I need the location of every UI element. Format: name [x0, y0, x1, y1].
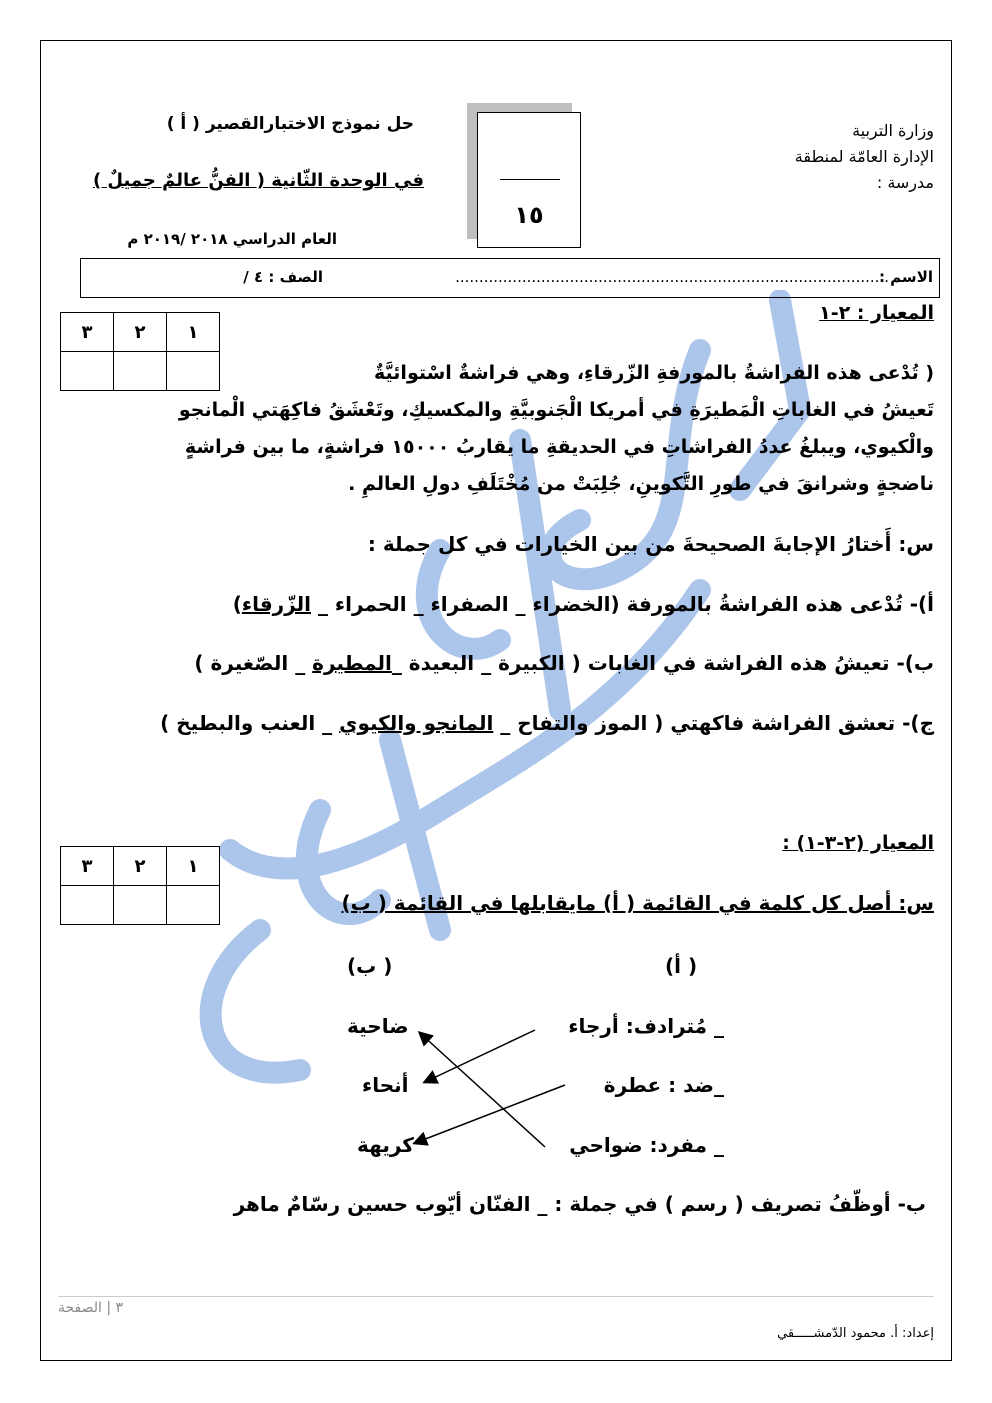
score-fraction-line: [500, 179, 560, 180]
criterion-2: المعيار (٢-٣-١) :: [782, 832, 934, 854]
grid-header: ٣: [61, 847, 114, 886]
author-credit: إعداد: أ. محمود الدّمشـــــقي: [777, 1326, 934, 1341]
column-b-header: ( ب): [347, 954, 393, 978]
class-label: الصف : ٤ /: [243, 268, 323, 286]
passage-line: ( تُدْعى هذه الفراشةُ بالمورفةِ الزّرقاءِ، وهي فراشةٌ اسْتوائيَّةٌ: [374, 362, 934, 384]
grid-cell[interactable]: [61, 886, 114, 925]
score-grid-2: [60, 846, 220, 925]
page-number: ٣ | الصفحة: [58, 1300, 124, 1316]
column-b-item[interactable]: أنحاء: [362, 1073, 409, 1097]
score-box: [477, 112, 581, 248]
mcq-item-a: [233, 592, 934, 616]
column-b-item[interactable]: كريهة: [357, 1133, 414, 1157]
question-2: س: أصل كل كلمة في القائمة ( أ) مايقابلها في القائمة ( ب): [341, 891, 934, 915]
column-b-item[interactable]: ضاحية: [347, 1014, 409, 1038]
mcq-item-b: [194, 651, 934, 675]
criterion-1: المعيار : ٢-١: [819, 302, 934, 324]
mcq-text: ج)- تعشق الفراشة فاكهتي ( الموز والتفاح _: [493, 711, 934, 735]
ministry-line: مدرسة :: [876, 173, 934, 192]
column-a-header: ( أ): [665, 954, 698, 978]
grid-cell[interactable]: [114, 886, 167, 925]
grid-header: ١: [167, 313, 220, 352]
name-label: الاسم :: [878, 268, 933, 286]
passage-line: تَعيشُ في الغاباتِ الْمَطيرَةِ في أمريكا الْجَنوبيَّةِ والمكسيكِ، وتَعْشَقُ فاكِهَتي الْمانجو: [178, 399, 934, 421]
unit-title: في الوحدة الثّانية ( الفنُّ عالمٌ جميلٌ ): [92, 170, 424, 191]
grid-header: ٢: [114, 313, 167, 352]
mcq-text: _ العنب والبطيخ ): [160, 711, 340, 735]
column-a-item[interactable]: _ مفرد: ضواحي: [569, 1133, 724, 1157]
ministry-line: وزارة التربية: [852, 121, 934, 140]
grid-header: ٢: [114, 847, 167, 886]
name-field[interactable]: ...........................................................................................: [455, 268, 889, 286]
mcq-text: ): [232, 592, 242, 616]
mcq-answer[interactable]: المطيرة: [312, 651, 392, 675]
mcq-item-c: [160, 711, 934, 735]
passage-line: والْكيوي، ويبلغُ عددُ الفراشاتِ في الحديقةِ ما يقاربُ ١٥٠٠٠ فراشةٍ، ما بين فراشةٍ: [184, 436, 934, 458]
column-a-item[interactable]: _ مُترادف: أرجاء: [568, 1014, 724, 1038]
ministry-block: [795, 118, 934, 196]
name-bar: [80, 258, 940, 298]
mcq-answer[interactable]: الزّرقاء: [241, 592, 311, 616]
question-1: س: أَختارُ الإجابةَ الصحيحةَ من بين الخيارات في كل جملة :: [367, 532, 934, 556]
passage-line: ناضجةٍ وشرانقَ في طورِ التَّكوينِ، جُلِبَتْ من مُخْتَلَفِ دولِ العالمِ .: [348, 473, 934, 495]
reading-passage: [104, 355, 934, 503]
grid-header: ١: [167, 847, 220, 886]
task-b: ب- أوظّفُ تصريف ( رسم ) في جملة : _ الفنّان أيّوب حسين رسّامٌ ماهر: [233, 1192, 926, 1216]
ministry-line: الإدارة العامّة لمنطقة: [794, 147, 934, 166]
grid-cell[interactable]: [167, 886, 220, 925]
mcq-answer[interactable]: المانجو والكيوي: [339, 711, 494, 735]
score-total: ١٥: [514, 201, 544, 229]
grid-header: ٣: [61, 313, 114, 352]
mcq-text: ب)- تعيشُ هذه الفراشة في الغابات ( الكبيرة _ البعيدة _: [391, 651, 934, 675]
exam-title: حل نموذج الاختبارالقصير ( أ ): [166, 114, 414, 134]
mcq-text: أ)- تُدْعى هذه الفراشةُ بالمورفة (الخضراء _ الصفراء _ الحمراء _: [311, 592, 934, 616]
school-year: العام الدراسي ٢٠١٨ /٢٠١٩ م: [127, 230, 337, 248]
mcq-text: _ الصّغيرة ): [194, 651, 313, 675]
footer-divider: [58, 1296, 934, 1297]
column-a-item[interactable]: _ضد : عطرة: [603, 1073, 724, 1097]
